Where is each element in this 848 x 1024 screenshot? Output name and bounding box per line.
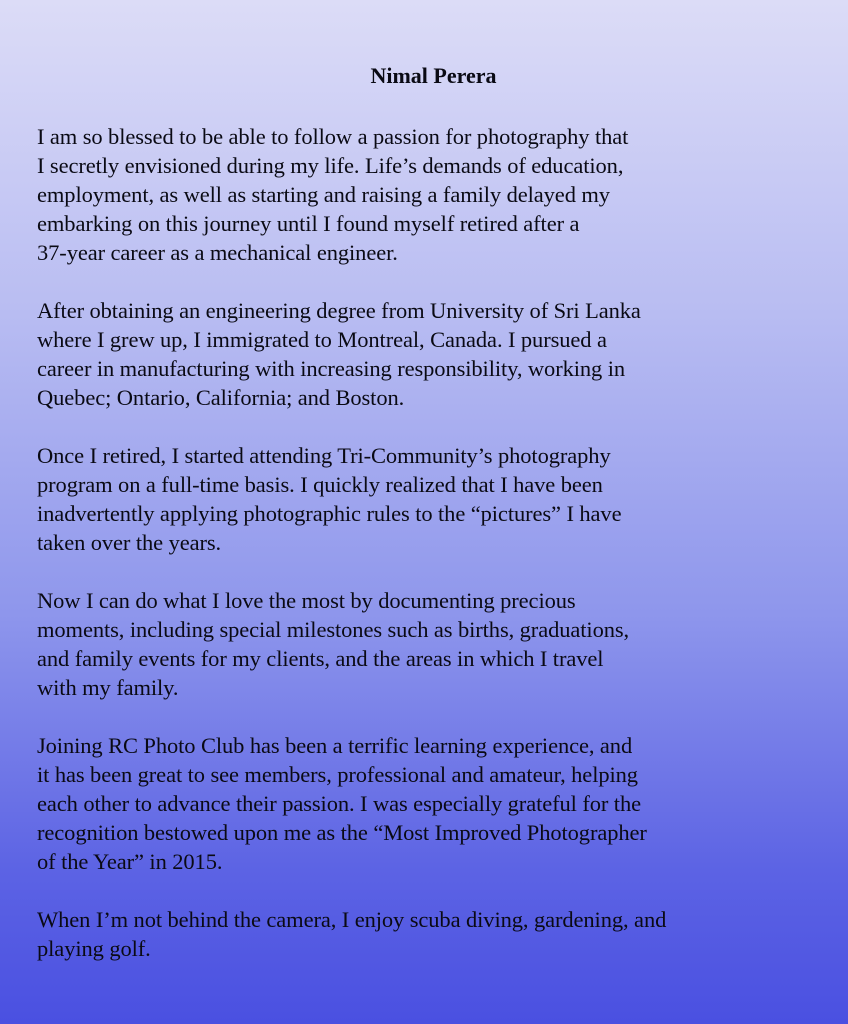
bio-paragraph-club: Joining RC Photo Club has been a terrific learning experience, and it has been great to see members, professional and amateur, helping each other to advance their passion. I was especially grateful for the recognition bestowed upon me as the “Most Improved Photographer of the Year” in 2015. bbox=[37, 733, 647, 874]
page-title: Nimal Perera bbox=[370, 63, 497, 88]
bio-paragraph-hobbies: When I’m not behind the camera, I enjoy scuba diving, gardening, and playing golf. bbox=[37, 907, 667, 961]
bio-paragraph-intro: I am so blessed to be able to follow a passion for photography that I secretly envisioned during my life. Life’s demands of education, employment, as well as starting and raising a family delayed my embarking on this journey until I found myself retired after a 37-year career as a mechanical engineer. bbox=[37, 124, 629, 265]
bio-paragraph-photography: Now I can do what I love the most by documenting precious moments, including special milestones such as births, graduations, and family events for my clients, and the areas in which I travel with my family. bbox=[37, 588, 630, 700]
bio-paragraph-retirement: Once I retired, I started attending Tri-Community’s photography program on a full-time basis. I quickly realized that I have been inadvertently applying photographic rules to the “pictures” I have taken over the years. bbox=[37, 443, 622, 555]
bio-paragraph-education: After obtaining an engineering degree from University of Sri Lanka where I grew up, I immigrated to Montreal, Canada. I pursued a career in manufacturing with increasing responsibility, working in Quebec; Ontario, California; and Boston. bbox=[37, 298, 641, 410]
